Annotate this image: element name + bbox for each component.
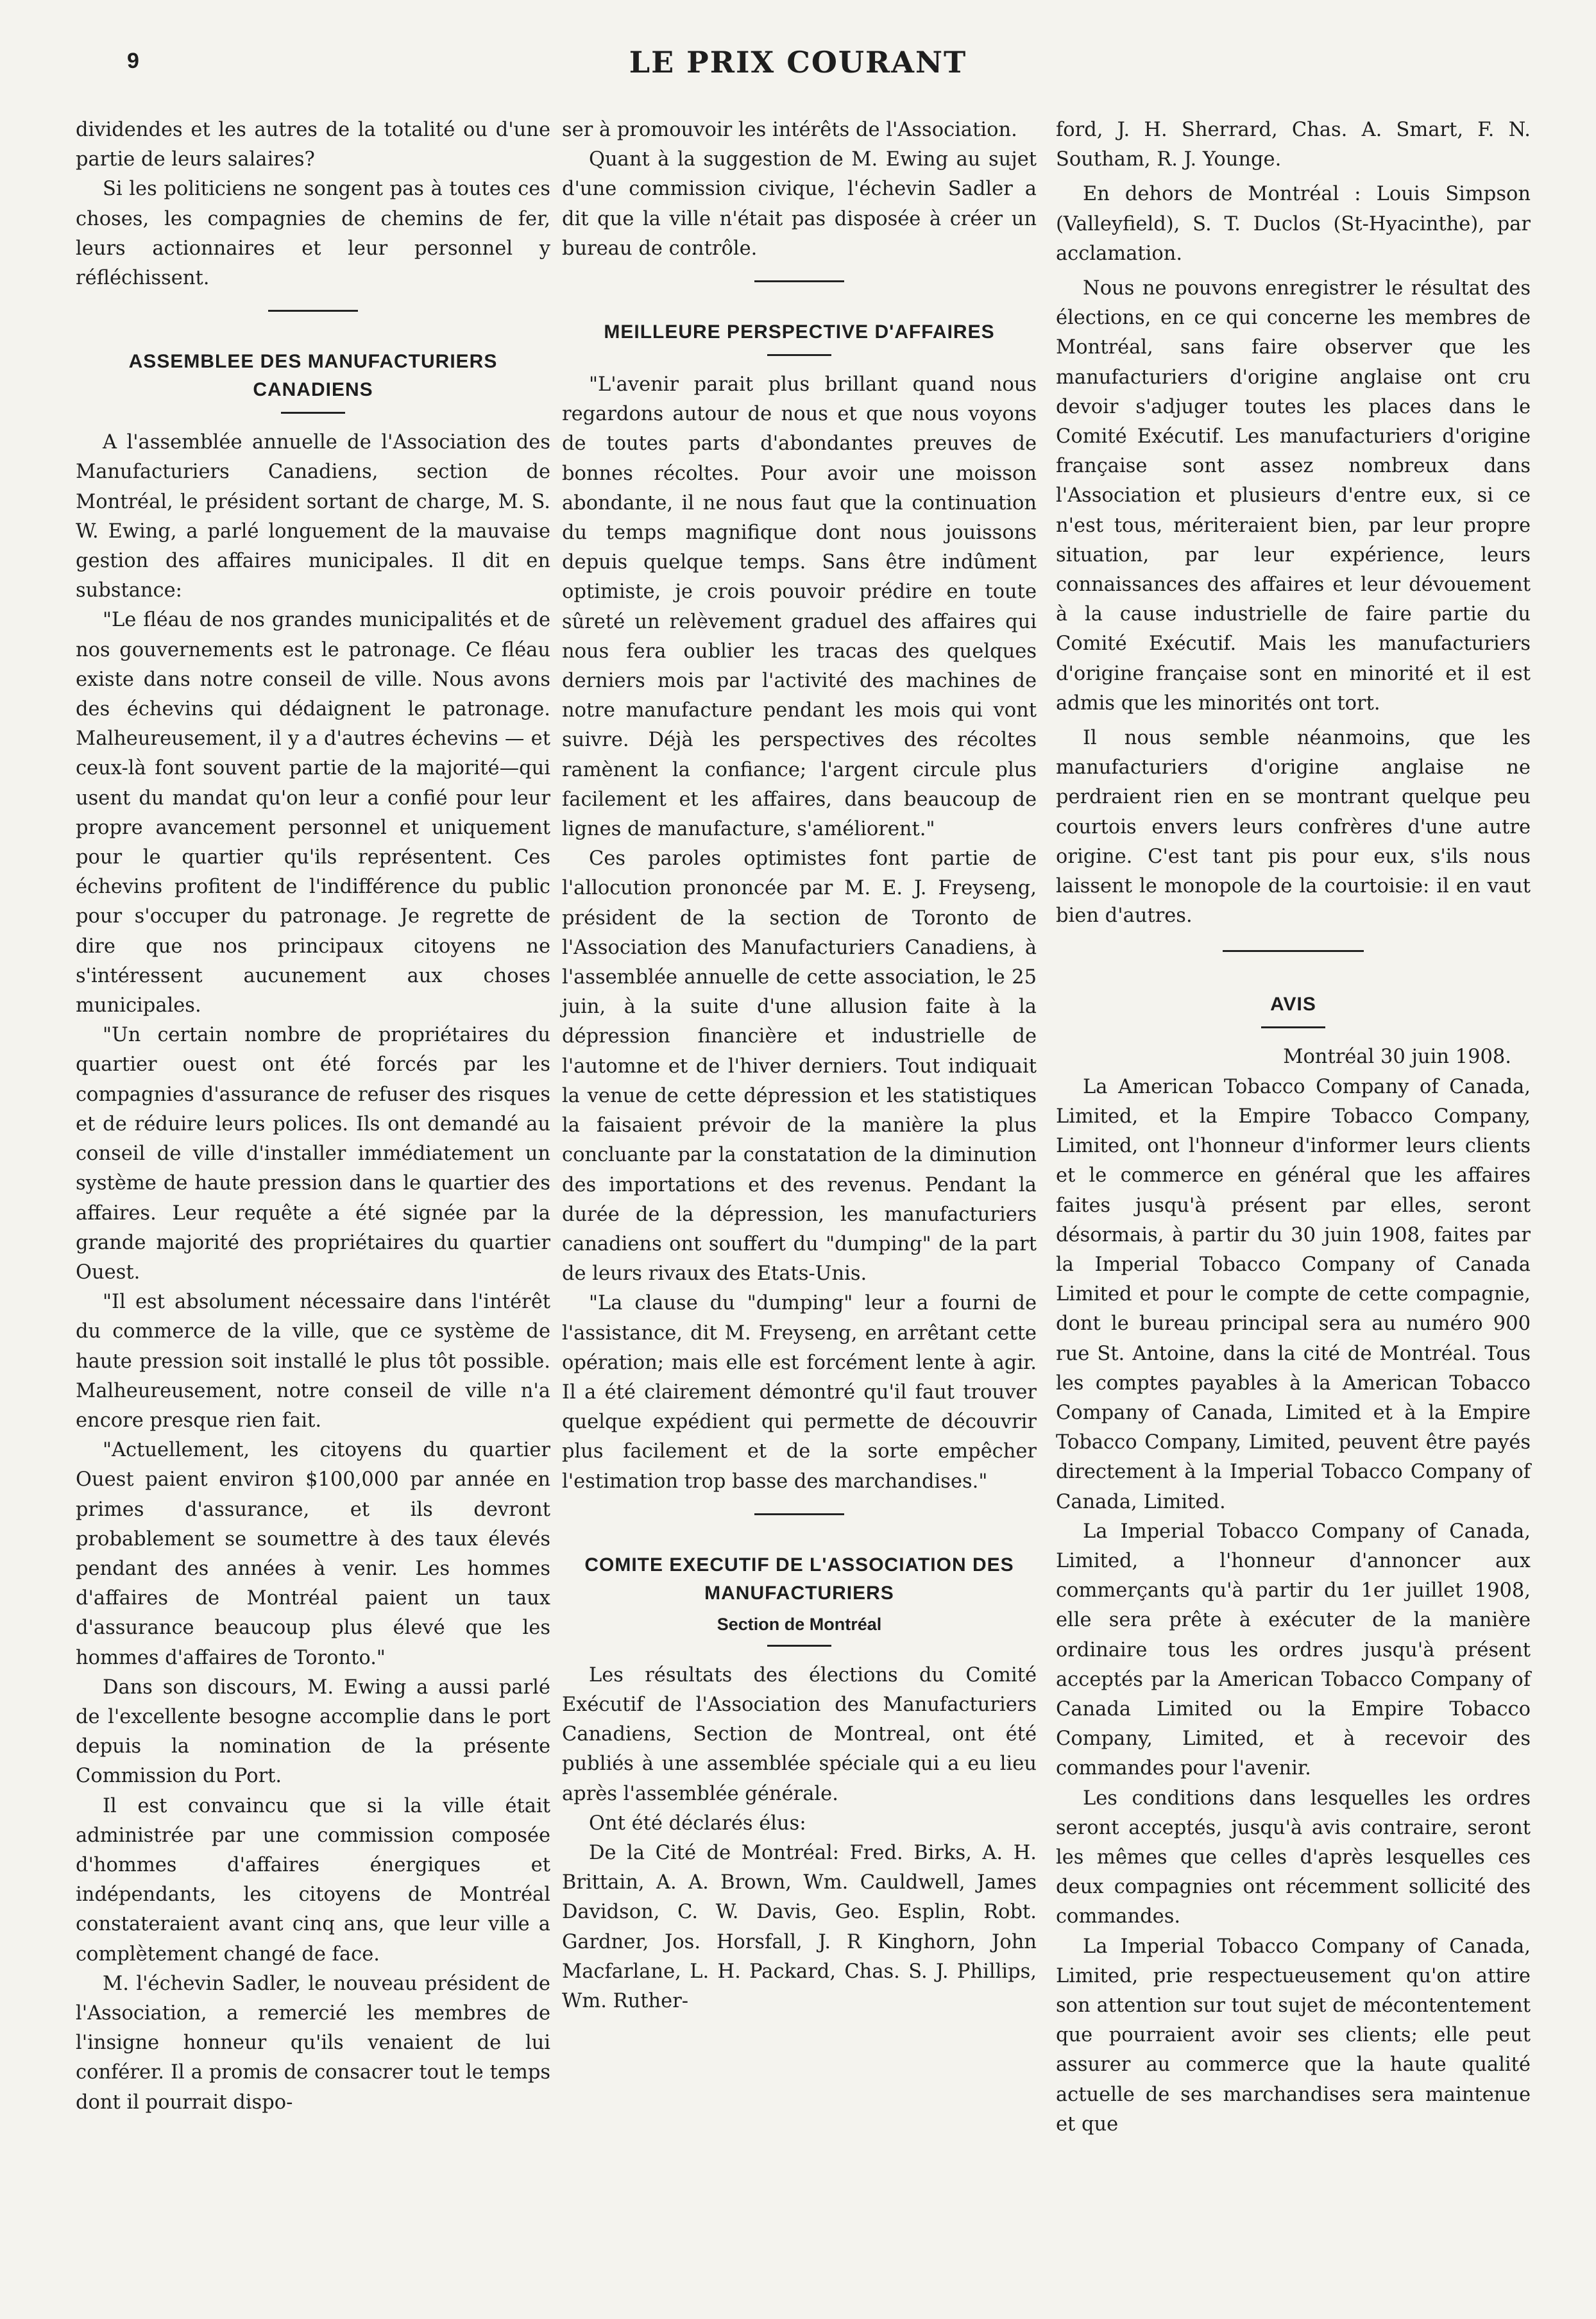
section-heading: COMITE EXECUTIF DE L'ASSOCIATION DES MANUFACTURIERS: [584, 1554, 1014, 1604]
paragraph: En dehors de Montréal : Louis Simpson (Valleyfield), S. T. Duclos (St-Hyacinthe), par acclamation.: [1056, 183, 1531, 265]
paragraph: dividendes et les autres de la totalité ou d'une partie de leurs salaires?: [76, 119, 550, 171]
page-number: 9: [127, 49, 139, 73]
heading-rule: [767, 1645, 831, 1647]
paragraph: "Un certain nombre de propriétaires du quartier ouest ont été forcés par les compagnies d'assurance de refuser des risques et de réduire leurs polices. Ils ont demandé au conseil de ville d'installer immédiatement un système de haute pression dans le quartier des affaires. Leur requête a été signée par la grande majorité des propriétaires du quartier Ouest.: [76, 1024, 550, 1284]
paragraph: ser à promouvoir les intérêts de l'Association.: [562, 119, 1017, 141]
paragraph: La American Tobacco Company of Canada, Limited, et la Empire Tobacco Company, Limited, ont l'honneur d'informer leurs clients et le commerce en général que les affaires faites jusqu'à présent par elles, seront désormais, à partir du 30 juin 1908, faites par la Imperial Tobacco Company of Canada Limited et pour le compte de cette compagnie, dont le bureau principal sera au numéro 900 rue St. Antoine, dans la cité de Montréal. Tous les comptes payables à la American Tobacco Company of Canada, Limited et à la Empire Tobacco Company, Limited, peuvent être payés directement à la Imperial Tobacco Company of Canada, Limited.: [1056, 1075, 1531, 1513]
section-subheading: Section de Montréal: [717, 1614, 882, 1634]
paragraph: "L'avenir parait plus brillant quand nous regardons autour de nous et que nous voyons de toutes parts d'abondantes preuves de bonnes récoltes. Pour avoir une moisson abondante, il ne nous faut que la continuation du temps magnifique dont nous jouissons depuis quelque temps. Sans être indûment optimiste, je crois pouvoir prédire en toute sûreté un relèvement graduel des affaires qui nous fera oublier les tracas des quelques derniers mois par l'activité des machines de notre manufacture pendant les mois qui vont suivre. Déjà les perspectives des récoltes ramènent la confiance; l'argent circule plus facilement et les affaires, dans beaucoup de lignes de manufacture, s'améliorent.": [562, 373, 1037, 841]
column-left: [76, 115, 550, 2118]
notice-date: Montréal 30 juin 1908.: [1283, 1046, 1511, 1069]
paragraph: M. l'échevin Sadler, le nouveau président de l'Association, a remercié les membres de l'insigne honneur qu'ils venaient de lui conférer. Il a promis de consacrer tout le temps dont il pourrait dispo-: [76, 1972, 550, 2114]
paragraph: "Il est absolument nécessaire dans l'intérêt du commerce de la ville, que ce système de haute pression soit installé le plus tôt possible. Malheureusement, notre conseil de ville n'a encore presque rien fait.: [76, 1291, 550, 1432]
paragraph: Les résultats des élections du Comité Exécutif de l'Association des Manufacturiers Canadiens, Section de Montreal, ont été publiés à une assemblée spéciale qui a eu lieu après l'assemblée générale.: [562, 1663, 1037, 1805]
column-right: [1056, 115, 1531, 2139]
paragraph: Nous ne pouvons enregistrer le résultat des élections, en ce qui concerne les membres de Montréal, sans faire observer que les manufacturiers d'origine anglaise ont cru devoir s'adjuger toutes les places dans le Comité Exécutif. Les manufacturiers d'origine française sont assez nombreux dans l'Association et plusieurs d'entre eux, si ce n'est tous, mériteraient bien, par leur propre situation, par leur expérience, leurs connaissances des affaires et leur dévouement à la cause industrielle de faire partie du Comité Exécutif. Mais les manufacturiers d'origine française sont en minorité et il est admis que les minorités ont tort.: [1056, 277, 1531, 715]
paragraph: Ont été déclarés élus:: [589, 1812, 806, 1835]
paragraph: La Imperial Tobacco Company of Canada, Limited, a l'honneur d'annoncer aux commerçants qu'à partir du 1er juillet 1908, elle sera prête à exécuter de la manière ordinaire tous les ordres jusqu'à présent acceptés par la American Tobacco Company of Canada Limited ou la Empire Tobacco Company, Limited, et à recevoir des commandes pour l'avenir.: [1056, 1520, 1531, 1780]
notice-heading: AVIS: [1270, 994, 1316, 1015]
paragraph: "Actuellement, les citoyens du quartier Ouest paient environ $100,000 par année en primes d'assurance, et ils devront probablement se soumettre à des taux élevés pendant des années à venir. Les hommes d'affaires de Montréal paient un taux d'assurance beaucoup plus élevé que les hommes d'affaires de Toronto.": [76, 1439, 550, 1669]
section-divider: [754, 1513, 844, 1515]
paragraph: Ces paroles optimistes font partie de l'allocution prononcée par M. E. J. Freyseng, président de la section de Toronto de l'Association des Manufacturiers Canadiens, à l'assemblée annuelle de cette association, le 25 juin, à la suite d'une allusion faite à la dépression financière et industrielle de l'automne et de l'hiver derniers. Tout indiquait la venue de cette dépression et les statistiques la faisaient prévoir de la manière la plus concluante par la constatation de la diminution des importations et des revenus. Pendant la durée de la dépression, les manufacturiers canadiens ont souffert du "dumping" de la part de leurs rivaux des Etats-Unis.: [562, 847, 1037, 1286]
paragraph: A l'assemblée annuelle de l'Association des Manufacturiers Canadiens, section de Montréal, le président sortant de charge, M. S. W. Ewing, a parlé longuement de la mauvaise gestion des affaires municipales. Il dit en substance:: [76, 431, 550, 602]
paragraph: Quant à la suggestion de M. Ewing au sujet d'une commission civique, l'échevin Sadler a dit que la ville n'était pas disposée à créer un bureau de contrôle.: [562, 148, 1037, 260]
section-heading: ASSEMBLEE DES MANUFACTURIERS CANADIENS: [128, 351, 498, 401]
paragraph: Les conditions dans lesquelles les ordres seront acceptés, jusqu'à avis contraire, seront les mêmes que celles d'après lesquelles ces deux compagnies ont récemment sollicité des commandes.: [1056, 1787, 1531, 1928]
heading-rule: [281, 412, 345, 414]
column-middle: [562, 115, 1037, 2016]
page-header: [0, 45, 1596, 90]
paragraph: Il nous semble néanmoins, que les manufacturiers d'origine anglaise ne perdraient rien en se montrant quelque peu courtois envers leurs confrères d'une autre origine. C'est tant pis pour eux, s'ils nous laissent le monopole de la courtoisie: il en vaut bien d'autres.: [1056, 727, 1531, 928]
paragraph: "La clause du "dumping" leur a fourni de l'assistance, dit M. Freyseng, en arrêtant cette opération; mais elle est forcément lente à agir. Il a été clairement démontré qu'il faut trouver quelque expédient qui permette de découvrir plus facilement et de la sorte empêcher l'estimation trop basse des marchandises.": [562, 1292, 1037, 1493]
paragraph: Il est convaincu que si la ville était administrée par une commission composée d'hommes d'affaires énergiques et indépendants, les citoyens de Montréal constateraient avant cinq ans, que leur ville a complètement changé de face.: [76, 1794, 550, 1966]
section-heading: MEILLEURE PERSPECTIVE D'AFFAIRES: [604, 321, 995, 343]
heading-rule: [1261, 1026, 1325, 1028]
section-divider: [268, 310, 358, 312]
paragraph: Si les politiciens ne songent pas à toutes ces choses, les compagnies de chemins de fer, leurs actionnaires et leur personnel y réfléchissent.: [76, 178, 550, 290]
paragraph: La Imperial Tobacco Company of Canada, Limited, prie respectueusement qu'on attire son attention sur tout sujet de mécontentement que pourraient avoir ses clients; elle peut assurer au commerce que la haute qualité actuelle de ses marchandises sera maintenue et que: [1056, 1935, 1531, 2136]
section-divider: [1223, 950, 1364, 952]
heading-rule: [767, 354, 831, 356]
paragraph: De la Cité de Montréal: Fred. Birks, A. H. Brittain, A. A. Brown, Wm. Cauldwell, James Davidson, C. W. Davis, Geo. Esplin, Robt. Gardner, Jos. Horsfall, J. R Kinghorn, John Macfarlane, L. H. Packard, Chas. S. J. Phillips, Wm. Ruther-: [562, 1841, 1037, 2012]
paragraph: Dans son discours, M. Ewing a aussi parlé de l'excellente besogne accomplie dans le port depuis la nomination de la présente Commission du Port.: [76, 1676, 550, 1788]
section-divider: [754, 280, 844, 282]
paragraph: "Le fléau de nos grandes municipalités et de nos gouvernements est le patronage. Ce fléau existe dans notre conseil de ville. Nous avons des échevins qui dédaignent le patronage. Malheureusement, il y a d'autres échevins — et ceux-là font souvent partie de la majorité—qui usent du mandat qu'on leur a confié pour leur propre avancement personnel et uniquement pour le quartier qu'ils représentent. Ces échevins profitent de l'indifférence du public pour s'occuper du patronage. Je regrette de dire que nos principaux citoyens ne s'intéressent aucunement aux choses municipales.: [76, 609, 550, 1017]
paragraph: ford, J. H. Sherrard, Chas. A. Smart, F. N. Southam, R. J. Younge.: [1056, 119, 1531, 171]
masthead-title: LE PRIX COURANT: [629, 45, 967, 80]
